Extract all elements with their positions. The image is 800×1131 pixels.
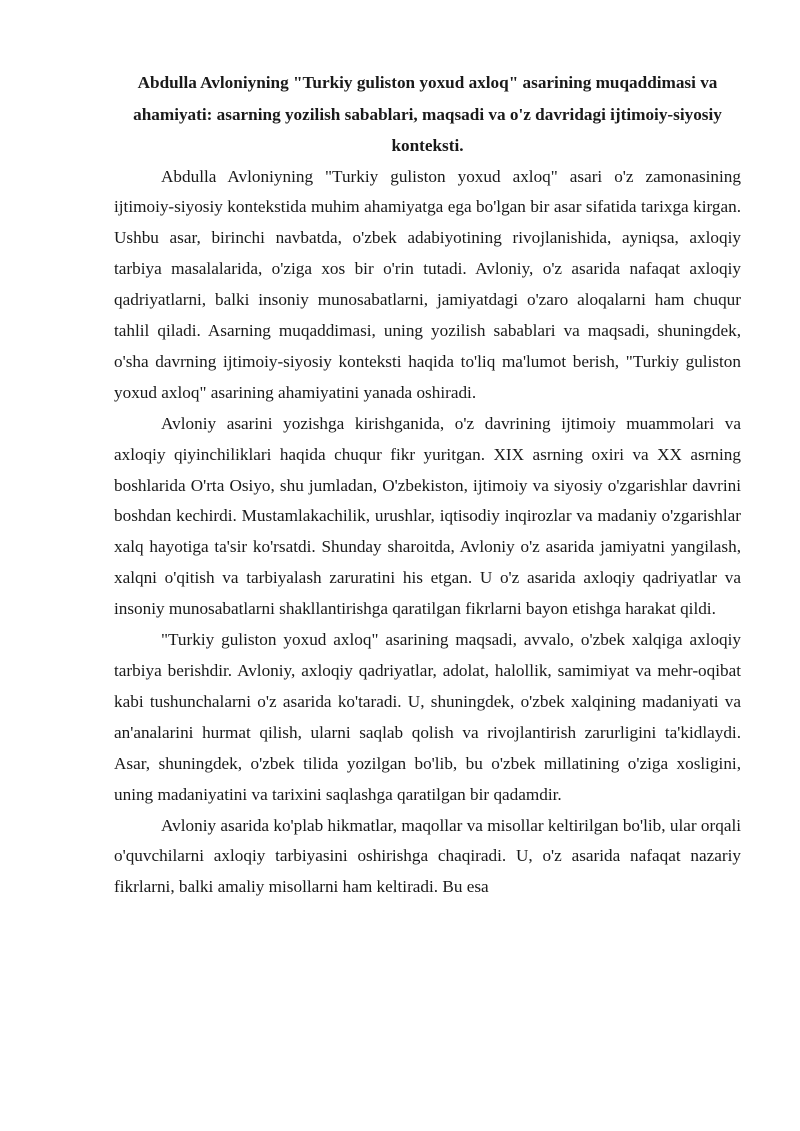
paragraph: Avloniy asarini yozishga kirishganida, o'z davrining ijtimoiy muammolari va axloqiy qiyinchiliklari haqida chuqur fikr yuritgan. XIX asrning oxiri va XX asrning boshlarida O'rta Osiyo, shu jumladan, O'zbekiston, ijtimoiy va siyosiy o'zgarishlar davrini boshdan kechirdi. Mustamlakachilik, urushlar, iqtisodiy inqirozlar va madaniy o'zgarishlar xalq hayotiga ta'sir ko'rsatdi. Shunday sharoitda, Avloniy o'z asarida jamiyatni yangilash, xalqni o'qitish va tarbiyalash zaruratini his etgan. U o'z asarida axloqiy qadriyatlar va insoniy munosabatlarni shakllantirishga qaratilgan fikrlarni bayon etishga harakat qildi. bbox=[114, 413, 741, 619]
document-body bbox=[114, 67, 741, 903]
paragraph: "Turkiy guliston yoxud axloq" asarining maqsadi, avvalo, o'zbek xalqiga axloqiy tarbiya berishdir. Avloniy, axloqiy qadriyatlar, adolat, halollik, samimiyat va mehr-oqibat kabi tushunchalarni o'z asarida ko'taradi. U, shuningdek, o'zbek xalqining madaniyati va an'analarini hurmat qilish, ularni saqlab qolish va rivojlantirish zarurligini ta'kidlaydi. Asar, shuningdek, o'zbek tilida yozilgan bo'lib, bu o'zbek millatining o'ziga xosligini, uning madaniyatini va tarixini saqlashga qaratilgan bir qadamdir. bbox=[114, 630, 741, 804]
paragraph: Abdulla Avloniyning "Turkiy guliston yoxud axloq" asari o'z zamonasining ijtimoiy-siyosiy kontekstida muhim ahamiyatga ega bo'lgan bir asar sifatida tarixga kirgan. Ushbu asar, birinchi navbatda, o'zbek adabiyotining rivojlanishida, ayniqsa, axloqiy tarbiya masalalarida, o'ziga xos bir o'rin tutadi. Avloniy, o'z asarida nafaqat axloqiy qadriyatlarni, balki insoniy munosabatlarni, jamiyatdagi o'zaro aloqalarni ham chuqur tahlil qiladi. Asarning muqaddimasi, uning yozilish sabablari va maqsadi, shuningdek, o'sha davrning ijtimoiy-siyosiy konteksti haqida to'liq ma'lumot berish, "Turkiy guliston yoxud axloq" asarining ahamiyatini yanada oshiradi. bbox=[114, 166, 741, 402]
document-title: Abdulla Avloniyning "Turkiy guliston yoxud axloq" asarining muqaddimasi va ahamiyati: asarning yozilish sabablari, maqsadi va o'z davridagi ijtimoiy-siyosiy konteksti. bbox=[133, 73, 722, 155]
paragraph: Avloniy asarida ko'plab hikmatlar, maqollar va misollar keltirilgan bo'lib, ular orqali o'quvchilarni axloqiy tarbiyasini oshirishga chaqiradi. U, o'z asarida nafaqat nazariy fikrlarni, balki amaliy misollarni ham keltiradi. Bu esa bbox=[114, 815, 741, 897]
